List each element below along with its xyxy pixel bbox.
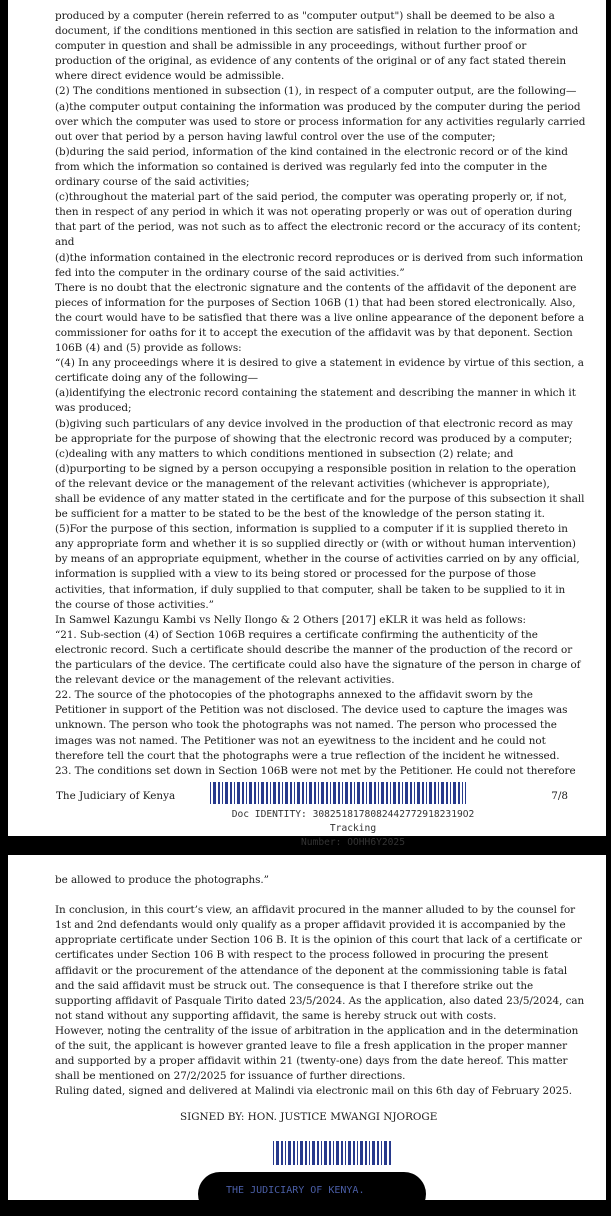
doc-identity-tracking: Doc IDENTITY: 30825181780824427729182319O2 Tracking Number: OOHH6Y2025 (231, 809, 475, 848)
page-footer (8, 790, 606, 848)
page-body-text: be allowed to produce the photographs.” In conclusion, in this court’s view, an affidavit procured in the manner alluded to by the counsel for 1st and 2nd defendants would only qualify as a proper affidavit provided it is accompanied by the appropriate certificate under Section 106 B. It is the opinion of this court that lack of a certificate or certificates under Section 106 B with respect to the process followed in procuring the present affidavit or the procurement of the attendance of the deponent at the commissioning table is fatal and the said affidavit must be struck out. The consequence is that I therefore strike out the supporting affidavit of Pasquale Tirito dated 23/5/2024. As the application, also dated 23/5/2024, can not stand without any supporting affidavit, the same is hereby struck out with costs. However, noting the centrality of the issue of arbitration in the application and in the determination of the suit, the applicant is however granted leave to file a fresh application in the proper manner and supported by a proper affidavit within 21 (twenty-one) days from the date hereof. This matter shall be mentioned on 27/2/2025 for issuance of further directions. Ruling dated, signed and delivered at Malindi via electronic mail on this 6th day of February 2025. (55, 874, 585, 1098)
document-page-7 (8, 0, 606, 848)
barcode-icon (273, 1141, 392, 1165)
document-page-8 (8, 855, 606, 1200)
page-number: 7/8 (551, 790, 568, 802)
judiciary-seal-text: THE JUDICIARY OF KENYA. (226, 1185, 365, 1196)
signature-line: SIGNED BY: HON. JUSTICE MWANGI NJOROGE (180, 1111, 438, 1123)
barcode-icon (210, 782, 466, 804)
footer-court-name: The Judiciary of Kenya (56, 790, 176, 802)
page-body-text: produced by a computer (herein referred to as "computer output") shall be deemed to be also a document, if the conditions mentioned in this section are satisfied in relation to the information and computer in question and shall be admissible in any proceedings, without further proof or production of the original, as evidence of any contents of the original or of any fact stated therein where direct evidence would be admissible. (2) The conditions mentioned in subsection (1), in respect of a computer output, are the following— (a)the computer output containing the information was produced by the computer during the period over which the computer was used to store or process information for any activities regularly carried out over that period by a person having lawful control over the use of the computer; (b)during the said period, information of the kind contained in the electronic record or of the kind from which the information so contained is derived was regularly fed into the computer in the ordinary course of the said activities; (c)throughout the material part of the said period, the computer was operating properly or, if not, then in respect of any period in which it was not operating properly or was out of operation during that part of the period, was not such as to affect the electronic record or the accuracy of its content; and (d)the information contained in the electronic record reproduces or is derived from such information fed into the computer in the ordinary course of the said activities.” There is no doubt that the electronic signature and the contents of the affidavit of the deponent are pieces of information for the purposes of Section 106B (1) that had been stored electronically. Also, the court would have to be satisfied that there was a live online appearance of the deponent before a commissioner for oaths for it to accept the execution of the affidavit was by that deponent. Section 106B (4) and (5) provide as follows: “(4) In any proceedings where it is desired to give a statement in evidence by virtue of this section, a certificate doing any of the following— (a)identifying the electronic record containing the statement and describing the manner in which it was produced; (b)giving such particulars of any device involved in the production of that electronic record as may be appropriate for the purpose of showing that the electronic record was produced by a computer; (c)dealing with any matters to which conditions mentioned in subsection (2) relate; and (d)purporting to be signed by a person occupying a responsible position in relation to the operation of the relevant device or the management of the relevant activities (whichever is appropriate), shall be evidence of any matter stated in the certificate and for the purpose of this subsection it shall be sufficient for a matter to be stated to be the best of the knowledge of the person stating it. (5)For the purpose of this section, information is supplied to a computer if it is supplied thereto in any appropriate form and whether it is so supplied directly or (with or without human intervention) by means of an appropriate equipment, whether in the course of activities carried on by any official, information is supplied with a view to its being stored or processed for the purpose of those activities, that information, if duly supplied to that computer, shall be taken to be supplied to it in the course of those activities.” In Samwel Kazungu Kambi vs Nelly Ilongo & 2 Others [2017] eKLR it was held as follows: “21. Sub-section (4) of Section 106B requires a certificate confirming the authenticity of the electronic record. Such a certificate should describe the manner of the production of the record or the particulars of the device. The certificate could also have the signature of the person in charge of the relevant device or the management of the relevant activities. 22. The source of the photocopies of the photographs annexed to the affidavit sworn by the Petitioner in support of the Petition was not disclosed. The device used to capture the images was unknown. The person who took the photographs was not named. The person who processed the images was not named. The Petitioner was not an eyewitness to the incident and he could not therefore tell the court that the photographs were a true reflection of the incident he witnessed. 23. The conditions set down in Section 106B were not met by the Petitioner. He could not therefore (55, 10, 586, 777)
